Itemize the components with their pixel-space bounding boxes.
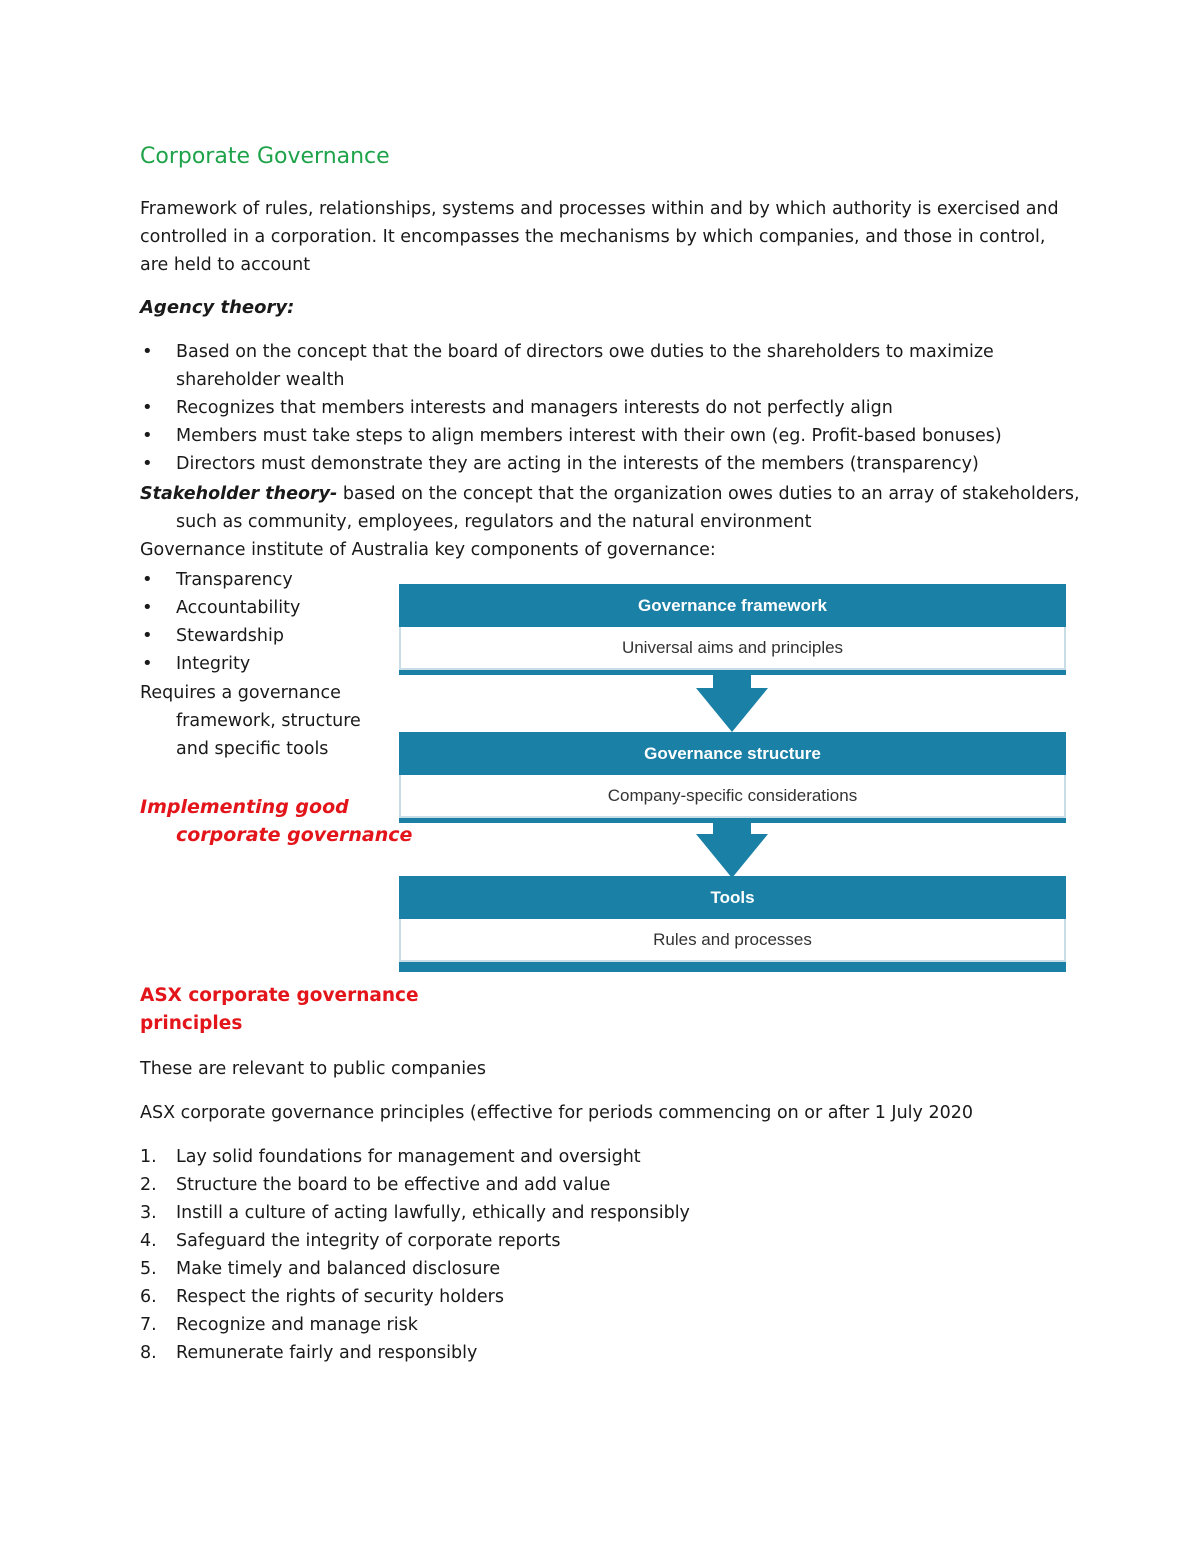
list-item-text: Recognize and manage risk bbox=[176, 1315, 418, 1335]
list-item bbox=[140, 1143, 690, 1171]
governance-diagram bbox=[399, 584, 1066, 972]
list-item bbox=[140, 1199, 690, 1227]
agency-theory-heading: Agency theory: bbox=[140, 297, 295, 318]
asx-effective: ASX corporate governance principles (effective for periods commencing on or after 1 July 2020 bbox=[140, 1103, 974, 1123]
list-item-text: Structure the board to be effective and add value bbox=[176, 1175, 611, 1195]
list-item bbox=[140, 1171, 690, 1199]
list-item-text: shareholder wealth bbox=[176, 370, 345, 390]
list-item bbox=[140, 338, 1002, 394]
list-item: • Accountability bbox=[140, 594, 300, 622]
list-item-text: Recognizes that members interests and managers interests do not perfectly align bbox=[176, 398, 893, 418]
down-arrow-icon bbox=[696, 688, 768, 732]
list-item bbox=[140, 1283, 690, 1311]
stakeholder-paragraph bbox=[140, 480, 1080, 564]
implementing-heading-line: Implementing good bbox=[140, 796, 349, 818]
list-number: 6. bbox=[140, 1287, 157, 1307]
list-number: 2. bbox=[140, 1175, 157, 1195]
list-item-text: Directors must demonstrate they are acting in the interests of the members (transparency) bbox=[176, 454, 979, 474]
list-item bbox=[140, 422, 1002, 450]
asx-principles-list bbox=[140, 1143, 690, 1367]
requires-line: and specific tools bbox=[176, 739, 329, 759]
diagram-box-rules: Rules and processes bbox=[399, 919, 1066, 962]
diagram-divider bbox=[399, 962, 1066, 972]
list-item-text: Instill a culture of acting lawfully, ethically and responsibly bbox=[176, 1203, 690, 1223]
list-item-text: Respect the rights of security holders bbox=[176, 1287, 504, 1307]
diagram-bar-structure: Governance structure bbox=[399, 732, 1066, 775]
list-number: 3. bbox=[140, 1203, 157, 1223]
intro-paragraph bbox=[140, 195, 1070, 279]
list-item bbox=[140, 394, 1002, 422]
requires-line: framework, structure bbox=[176, 711, 361, 731]
asx-relevant: These are relevant to public companies bbox=[140, 1059, 487, 1079]
diagram-bar-framework: Governance framework bbox=[399, 584, 1066, 627]
list-item-text: Safeguard the integrity of corporate reports bbox=[176, 1231, 561, 1251]
down-arrow-icon bbox=[696, 834, 768, 878]
diagram-box-considerations: Company-specific considerations bbox=[399, 775, 1066, 818]
stakeholder-text: such as community, employees, regulators and the natural environment bbox=[176, 512, 812, 532]
asx-heading bbox=[140, 982, 419, 1038]
list-item bbox=[140, 1311, 690, 1339]
gia-intro: Governance institute of Australia key components of governance: bbox=[140, 540, 716, 560]
gia-components-list bbox=[140, 566, 300, 678]
list-item: • Stewardship bbox=[140, 622, 300, 650]
implementing-heading bbox=[140, 793, 412, 849]
stakeholder-text: based on the concept that the organization owes duties to an array of stakeholders, bbox=[337, 484, 1080, 504]
agency-bullet-list bbox=[140, 338, 1002, 478]
page-title: Corporate Governance bbox=[140, 144, 390, 169]
list-item-text: Make timely and balanced disclosure bbox=[176, 1259, 501, 1279]
intro-line: controlled in a corporation. It encompasses the mechanisms by which companies, and those in control, bbox=[140, 227, 1046, 247]
intro-line: are held to account bbox=[140, 255, 311, 275]
list-number: 5. bbox=[140, 1259, 157, 1279]
list-item bbox=[140, 1255, 690, 1283]
intro-line: Framework of rules, relationships, systems and processes within and by which authority is exercised and bbox=[140, 199, 1059, 219]
diagram-bar-tools: Tools bbox=[399, 876, 1066, 919]
diagram-box-aims: Universal aims and principles bbox=[399, 627, 1066, 670]
list-item-text: Based on the concept that the board of directors owe duties to the shareholders to maximize bbox=[176, 342, 994, 362]
asx-heading-line: ASX corporate governance bbox=[140, 985, 419, 1006]
requires-paragraph bbox=[140, 679, 361, 763]
asx-heading-line: principles bbox=[140, 1013, 243, 1034]
list-item bbox=[140, 1227, 690, 1255]
list-item: • Integrity bbox=[140, 650, 300, 678]
list-item-text: Lay solid foundations for management and oversight bbox=[176, 1147, 641, 1167]
list-number: 1. bbox=[140, 1147, 157, 1167]
stakeholder-theory-heading: Stakeholder theory- bbox=[140, 484, 338, 504]
list-item-text: Members must take steps to align members interest with their own (eg. Profit-based bonuses) bbox=[176, 426, 1002, 446]
list-item-text: Remunerate fairly and responsibly bbox=[176, 1343, 478, 1363]
list-item bbox=[140, 1339, 690, 1367]
implementing-heading-line: corporate governance bbox=[176, 824, 413, 846]
list-number: 8. bbox=[140, 1343, 157, 1363]
list-number: 7. bbox=[140, 1315, 157, 1335]
list-number: 4. bbox=[140, 1231, 157, 1251]
down-arrow-icon bbox=[713, 675, 751, 689]
list-item: • Transparency bbox=[140, 566, 300, 594]
list-item bbox=[140, 450, 1002, 478]
requires-line: Requires a governance bbox=[140, 683, 341, 703]
